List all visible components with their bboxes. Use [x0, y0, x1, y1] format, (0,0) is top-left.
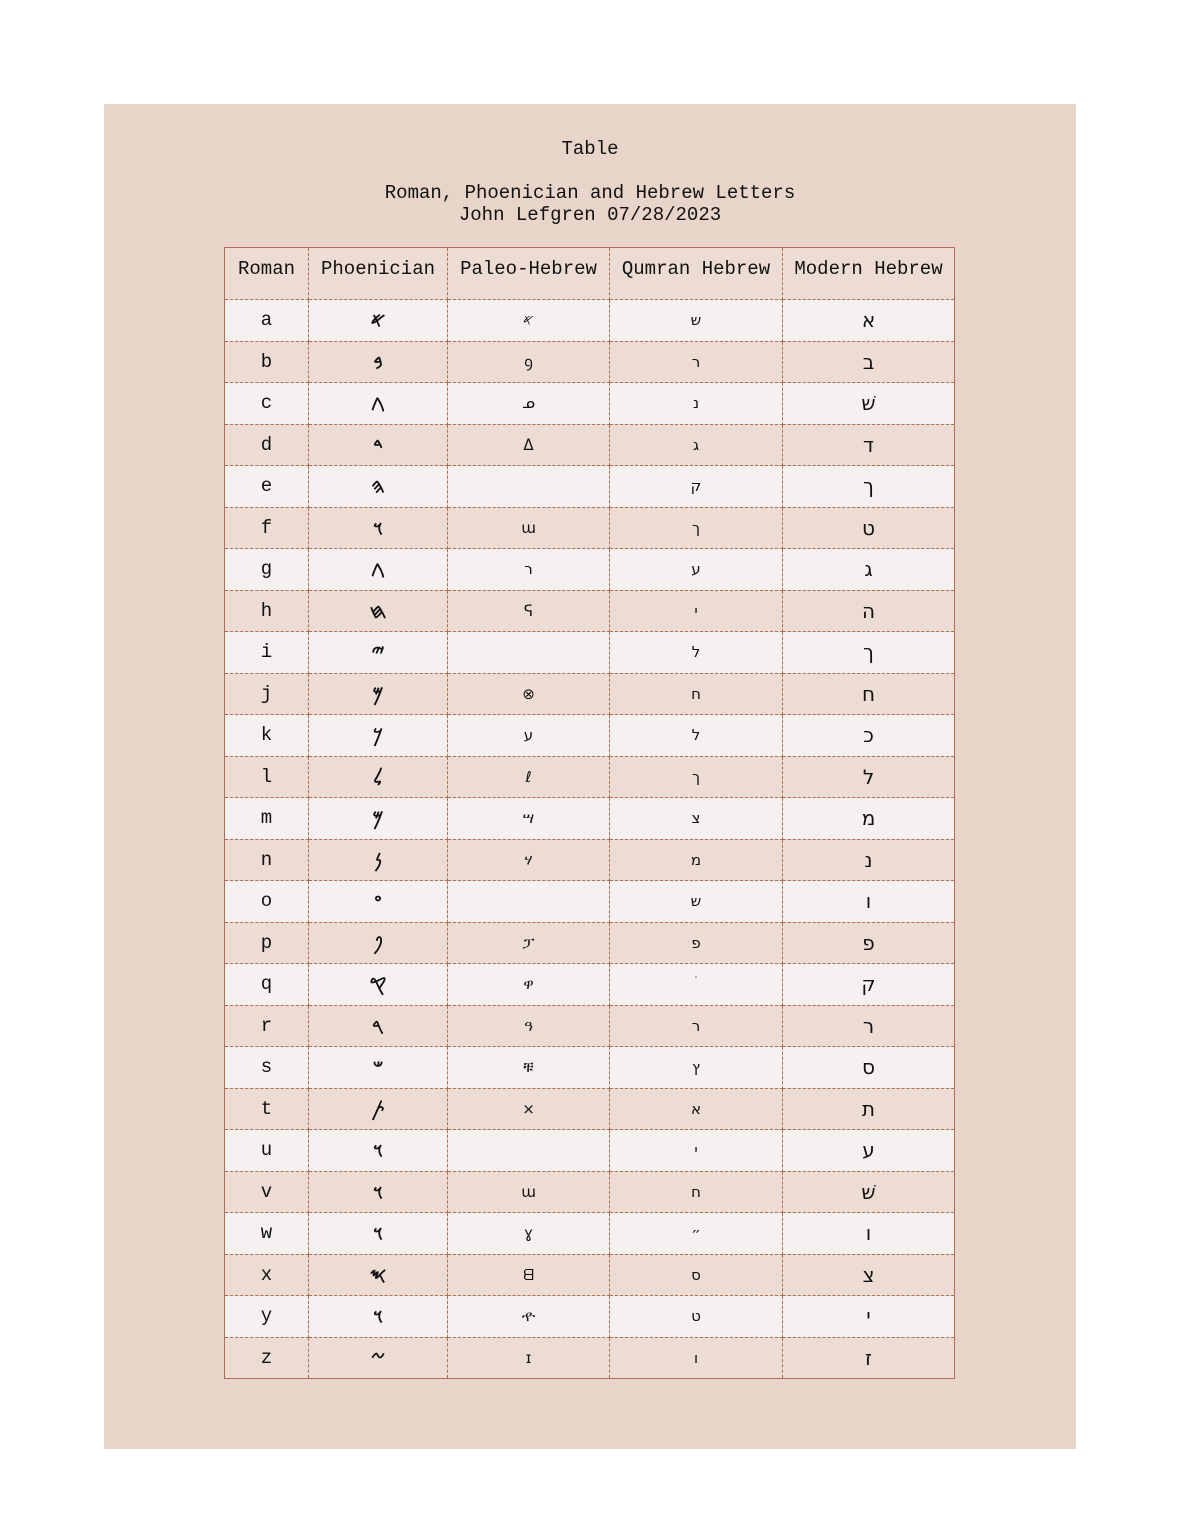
table-body: [225, 300, 955, 1379]
roman-letter-cell: p: [225, 922, 309, 964]
qumran-hebrew-letter-cell: א: [610, 1088, 783, 1130]
table-row: [225, 1213, 955, 1255]
paleo-hebrew-letter-cell: ᓄ: [448, 383, 610, 425]
phoenician-letter-cell: 𐤉: [309, 632, 448, 674]
modern-hebrew-letter-cell: ד: [783, 424, 955, 466]
table-row: [225, 466, 955, 508]
table-row: [225, 300, 955, 342]
paleo-hebrew-letter-cell: [448, 466, 610, 508]
phoenician-letter-cell: 𐤐: [309, 922, 448, 964]
paleo-hebrew-letter-cell: ע: [448, 715, 610, 757]
document-subtitle: Roman, Phoenician and Hebrew Letters: [384, 182, 796, 204]
modern-hebrew-letter-cell: ת: [783, 1088, 955, 1130]
qumran-hebrew-letter-cell: ק: [610, 466, 783, 508]
paleo-hebrew-letter-cell: [448, 881, 610, 923]
modern-hebrew-letter-cell: ו: [783, 1213, 955, 1255]
table-row: [225, 964, 955, 1006]
roman-letter-cell: s: [225, 1047, 309, 1089]
roman-letter-cell: g: [225, 549, 309, 591]
qumran-hebrew-letter-cell: ל: [610, 715, 783, 757]
table-row: [225, 1088, 955, 1130]
modern-hebrew-letter-cell: שׁ: [783, 383, 955, 425]
qumran-hebrew-letter-cell: ס: [610, 1254, 783, 1296]
table-row: [225, 922, 955, 964]
roman-letter-cell: o: [225, 881, 309, 923]
column-header-qumran-hebrew: Qumran Hebrew: [610, 248, 783, 300]
phoenician-letter-cell: 𐤁: [309, 341, 448, 383]
table-row: [225, 839, 955, 881]
qumran-hebrew-letter-cell: ש: [610, 881, 783, 923]
qumran-hebrew-letter-cell: ר: [610, 1005, 783, 1047]
paleo-hebrew-letter-cell: ዋ: [448, 964, 610, 1006]
modern-hebrew-letter-cell: צ: [783, 1254, 955, 1296]
modern-hebrew-letter-cell: ל: [783, 756, 955, 798]
phoenician-letter-cell: 𐤎: [309, 1254, 448, 1296]
qumran-hebrew-letter-cell: ו: [610, 1337, 783, 1379]
author-date-line: John Lefgren 07/28/2023: [458, 204, 722, 226]
phoenician-letter-cell: 𐤅: [309, 507, 448, 549]
roman-letter-cell: x: [225, 1254, 309, 1296]
modern-hebrew-letter-cell: ע: [783, 1130, 955, 1172]
qumran-hebrew-letter-cell: ך: [610, 756, 783, 798]
phoenician-letter-cell: 𐤕: [309, 1088, 448, 1130]
table-row: [225, 673, 955, 715]
paleo-hebrew-letter-cell: ɯ: [448, 507, 610, 549]
qumran-hebrew-letter-cell: נ: [610, 383, 783, 425]
document-title: Table: [561, 138, 619, 160]
modern-hebrew-letter-cell: ח: [783, 673, 955, 715]
column-header-roman: Roman: [225, 248, 309, 300]
paleo-hebrew-letter-cell: ⊗: [448, 673, 610, 715]
phoenician-letter-cell: 𐤏: [309, 881, 448, 923]
paleo-hebrew-letter-cell: ዯ: [448, 1296, 610, 1338]
phoenician-letter-cell: 𐤃: [309, 424, 448, 466]
modern-hebrew-letter-cell: פ: [783, 922, 955, 964]
paleo-hebrew-letter-cell: ℓ: [448, 756, 610, 798]
phoenician-letter-cell: 𐤆: [309, 1337, 448, 1379]
roman-letter-cell: d: [225, 424, 309, 466]
table-row: [225, 1130, 955, 1172]
paleo-hebrew-letter-cell: ɣ: [448, 1213, 610, 1255]
table-row: [225, 1254, 955, 1296]
phoenician-letter-cell: 𐤓: [309, 1005, 448, 1047]
qumran-hebrew-letter-cell: ש: [610, 300, 783, 342]
phoenician-letter-cell: 𐤀: [309, 300, 448, 342]
qumran-hebrew-letter-cell: ע: [610, 549, 783, 591]
roman-letter-cell: n: [225, 839, 309, 881]
table-row: [225, 383, 955, 425]
paleo-hebrew-letter-cell: ר: [448, 549, 610, 591]
table-row: [225, 1047, 955, 1089]
paleo-hebrew-letter-cell: ×: [448, 1088, 610, 1130]
roman-letter-cell: e: [225, 466, 309, 508]
table-row: [225, 1005, 955, 1047]
paleo-hebrew-letter-cell: ɯ: [448, 1171, 610, 1213]
qumran-hebrew-letter-cell: ל: [610, 632, 783, 674]
table-row: [225, 1337, 955, 1379]
roman-letter-cell: b: [225, 341, 309, 383]
modern-hebrew-letter-cell: כ: [783, 715, 955, 757]
roman-letter-cell: k: [225, 715, 309, 757]
modern-hebrew-letter-cell: ס: [783, 1047, 955, 1089]
roman-letter-cell: l: [225, 756, 309, 798]
roman-letter-cell: q: [225, 964, 309, 1006]
modern-hebrew-letter-cell: ק: [783, 964, 955, 1006]
qumran-hebrew-letter-cell: [610, 964, 783, 1006]
qumran-hebrew-letter-cell: ט: [610, 1296, 783, 1338]
qumran-hebrew-letter-cell: ך: [610, 507, 783, 549]
phoenician-letter-cell: 𐤋: [309, 756, 448, 798]
modern-hebrew-letter-cell: שׁ: [783, 1171, 955, 1213]
table-row: [225, 549, 955, 591]
paleo-hebrew-letter-cell: ɪ: [448, 1337, 610, 1379]
phoenician-letter-cell: 𐤄: [309, 466, 448, 508]
paleo-hebrew-letter-cell: ᕋ: [448, 590, 610, 632]
qumran-hebrew-letter-cell: פ: [610, 922, 783, 964]
qumran-hebrew-letter-cell: י: [610, 1130, 783, 1172]
paleo-hebrew-letter-cell: ሣ: [448, 798, 610, 840]
paleo-hebrew-letter-cell: ቹ: [448, 1047, 610, 1089]
phoenician-letter-cell: 𐤍: [309, 839, 448, 881]
modern-hebrew-letter-cell: ה: [783, 590, 955, 632]
modern-hebrew-letter-cell: ו: [783, 881, 955, 923]
table-row: [225, 507, 955, 549]
qumran-hebrew-letter-cell: ר: [610, 341, 783, 383]
paleo-hebrew-letter-cell: [448, 1130, 610, 1172]
roman-letter-cell: u: [225, 1130, 309, 1172]
modern-hebrew-letter-cell: ז: [783, 1337, 955, 1379]
modern-hebrew-letter-cell: י: [783, 1296, 955, 1338]
paleo-hebrew-letter-cell: [448, 632, 610, 674]
document-page: [104, 104, 1076, 1449]
table-row: [225, 881, 955, 923]
roman-letter-cell: v: [225, 1171, 309, 1213]
qumran-hebrew-letter-cell: ״: [610, 1213, 783, 1255]
table-row: [225, 1171, 955, 1213]
paleo-hebrew-letter-cell: ሃ: [448, 839, 610, 881]
roman-letter-cell: h: [225, 590, 309, 632]
qumran-hebrew-letter-cell: מ: [610, 839, 783, 881]
modern-hebrew-letter-cell: מ: [783, 798, 955, 840]
paleo-hebrew-letter-cell: ᗺ: [448, 1254, 610, 1296]
roman-letter-cell: y: [225, 1296, 309, 1338]
paleo-hebrew-letter-cell: 𐤀: [448, 300, 610, 342]
modern-hebrew-letter-cell: ב: [783, 341, 955, 383]
table-header-row: [225, 248, 955, 300]
paleo-hebrew-letter-cell: ፓ: [448, 922, 610, 964]
phoenician-letter-cell: 𐤌: [309, 798, 448, 840]
qumran-hebrew-letter-cell: ץ: [610, 1047, 783, 1089]
roman-letter-cell: r: [225, 1005, 309, 1047]
modern-hebrew-letter-cell: ג: [783, 549, 955, 591]
letters-table: [224, 247, 955, 1379]
roman-letter-cell: w: [225, 1213, 309, 1255]
table-row: [225, 715, 955, 757]
phoenician-letter-cell: 𐤂: [309, 549, 448, 591]
roman-letter-cell: j: [225, 673, 309, 715]
qumran-hebrew-letter-cell: ח: [610, 1171, 783, 1213]
phoenician-letter-cell: 𐤇: [309, 590, 448, 632]
modern-hebrew-letter-cell: ך: [783, 632, 955, 674]
column-header-modern-hebrew: Modern Hebrew: [783, 248, 955, 300]
table-row: [225, 756, 955, 798]
roman-letter-cell: m: [225, 798, 309, 840]
qumran-hebrew-letter-cell: ח: [610, 673, 783, 715]
phoenician-letter-cell: 𐤔: [309, 1047, 448, 1089]
phoenician-letter-cell: 𐤅: [309, 1213, 448, 1255]
column-header-paleo-hebrew: Paleo-Hebrew: [448, 248, 610, 300]
phoenician-letter-cell: 𐤊: [309, 715, 448, 757]
phoenician-letter-cell: 𐤅: [309, 1171, 448, 1213]
roman-letter-cell: f: [225, 507, 309, 549]
modern-hebrew-letter-cell: א: [783, 300, 955, 342]
roman-letter-cell: c: [225, 383, 309, 425]
roman-letter-cell: a: [225, 300, 309, 342]
qumran-hebrew-letter-cell: צ: [610, 798, 783, 840]
table-row: [225, 590, 955, 632]
modern-hebrew-letter-cell: ך: [783, 466, 955, 508]
column-header-phoenician: Phoenician: [309, 248, 448, 300]
table-row: [225, 341, 955, 383]
phoenician-letter-cell: 𐤂: [309, 383, 448, 425]
paleo-hebrew-letter-cell: ᐃ: [448, 424, 610, 466]
phoenician-letter-cell: 𐤅: [309, 1296, 448, 1338]
modern-hebrew-letter-cell: ר: [783, 1005, 955, 1047]
phoenician-letter-cell: 𐤒: [309, 964, 448, 1006]
modern-hebrew-letter-cell: נ: [783, 839, 955, 881]
table-row: [225, 632, 955, 674]
roman-letter-cell: t: [225, 1088, 309, 1130]
phoenician-letter-cell: 𐤅: [309, 1130, 448, 1172]
roman-letter-cell: z: [225, 1337, 309, 1379]
modern-hebrew-letter-cell: ט: [783, 507, 955, 549]
phoenician-letter-cell: 𐤌: [309, 673, 448, 715]
paleo-hebrew-letter-cell: ꝯ: [448, 341, 610, 383]
paleo-hebrew-letter-cell: ዓ: [448, 1005, 610, 1047]
qumran-hebrew-letter-cell: ג: [610, 424, 783, 466]
table-row: [225, 798, 955, 840]
table-row: [225, 424, 955, 466]
roman-letter-cell: i: [225, 632, 309, 674]
qumran-hebrew-letter-cell: י: [610, 590, 783, 632]
table-row: [225, 1296, 955, 1338]
